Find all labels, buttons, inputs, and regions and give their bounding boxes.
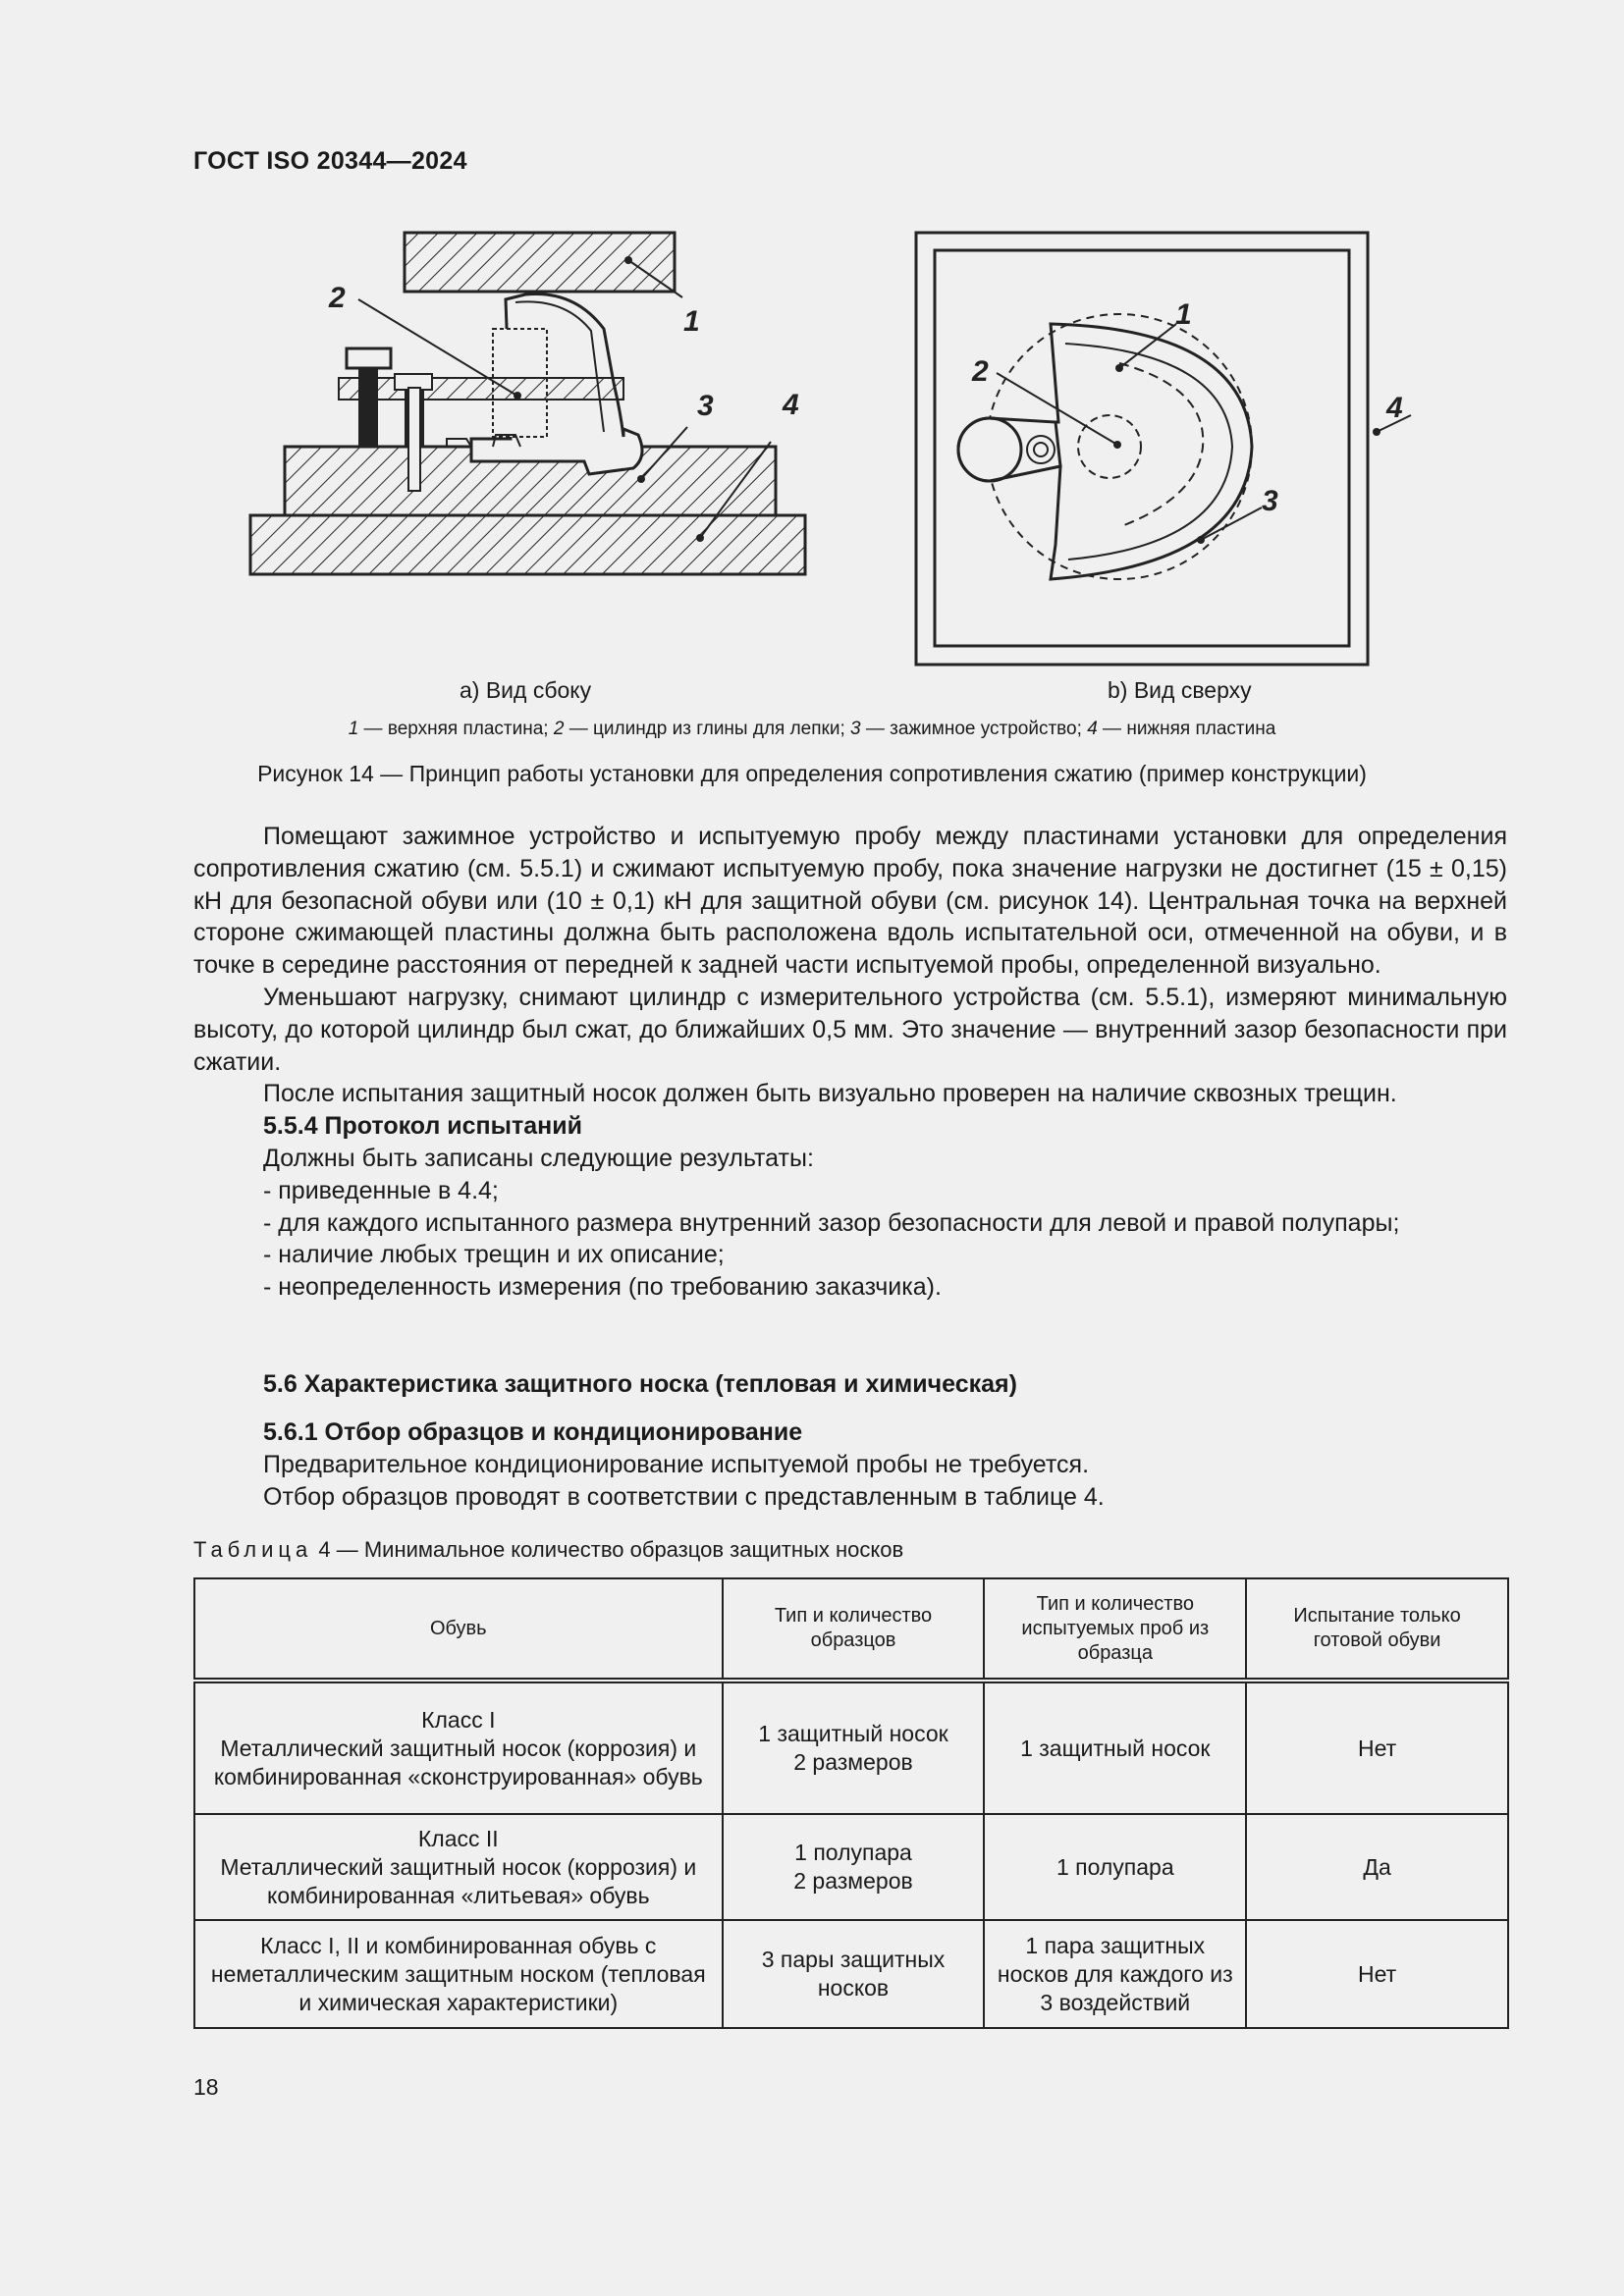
table-row	[194, 1920, 1508, 2028]
table-cell: 1 полупара	[984, 1814, 1246, 1920]
body-text	[193, 821, 1507, 1304]
list-item: - приведенные в 4.4;	[263, 1176, 499, 1204]
page-number: 18	[193, 2074, 219, 2100]
figure-legend: 1 — верхняя пластина; 2 — цилиндр из глины для лепки; 3 — зажимное устройство; 4 — нижняя пластина	[348, 719, 1276, 739]
toecap-top-outline	[1036, 324, 1252, 579]
column-header: Обувь	[194, 1578, 723, 1681]
body-text-section-5-6-1	[193, 1416, 1507, 1513]
table-cell: 1 защитный носок	[984, 1681, 1246, 1814]
top-view-drawing	[916, 233, 1411, 665]
caption-side-view: а) Вид сбоку	[460, 677, 592, 703]
list-item: - для каждого испытанного размера внутренний зазор безопасности для левой и правой полупары;	[263, 1208, 1400, 1237]
callout-2-top: 2	[972, 355, 989, 388]
column-header: Тип и количество испытуемых проб из образца	[984, 1578, 1246, 1681]
figure-title: Рисунок 14 — Принцип работы установки для определения сопротивления сжатию (пример конструкции)	[257, 761, 1367, 786]
callout-3-side: 3	[697, 390, 714, 422]
table-cell: Нет	[1246, 1681, 1508, 1814]
list-item: - неопределенность измерения (по требованию заказчика).	[263, 1273, 942, 1302]
clay-cylinder-top	[1078, 415, 1141, 478]
table-cell: 1 пара защитных носков для каждого из 3 воздействий	[984, 1920, 1246, 2028]
table-cell: Класс I, II и комбинированная обувь с неметаллическим защитным носком (тепловая и химическая характеристики)	[194, 1920, 723, 2028]
paragraph: После испытания защитный носок должен быть визуально проверен на наличие сквозных трещин.	[263, 1080, 1397, 1108]
table-cell: Класс II Металлический защитный носок (коррозия) и комбинированная «литьевая» обувь	[194, 1814, 723, 1920]
callout-2-side: 2	[329, 282, 346, 314]
callout-4-top: 4	[1386, 392, 1403, 424]
body-text-section-5-6	[193, 1368, 1507, 1401]
section-heading-5-6: 5.6 Характеристика защитного носка (тепловая и химическая)	[263, 1370, 1017, 1398]
column-header: Испытание только готовой обуви	[1246, 1578, 1508, 1681]
table-cell: 1 защитный носок 2 размеров	[723, 1681, 985, 1814]
callout-1-side: 1	[683, 305, 700, 338]
paragraph: Отбор образцов проводят в соответствии с представленным в таблице 4.	[263, 1482, 1105, 1511]
table-cell: Да	[1246, 1814, 1508, 1920]
table-cell: 3 пары защитных носков	[723, 1920, 985, 2028]
list-item: - наличие любых трещин и их описание;	[263, 1241, 725, 1269]
paragraph: Предварительное кондиционирование испытуемой пробы не требуется.	[263, 1450, 1090, 1478]
section-heading-5-6-1: 5.6.1 Отбор образцов и кондиционирование	[263, 1418, 803, 1446]
caption-top-view: b) Вид сверху	[1108, 677, 1252, 703]
callout-3-top: 3	[1262, 485, 1278, 517]
table-cell: Нет	[1246, 1920, 1508, 2028]
paragraph: Уменьшают нагрузку, снимают цилиндр с измерительного устройства (см. 5.5.1), измеряют минимальную высоту, до которой цилиндр был сжат, до ближайших 0,5 мм. Это значение — внутренний зазор безопасности при сжатии.	[193, 983, 1507, 1076]
callout-4-side: 4	[783, 389, 799, 421]
figure-14	[236, 221, 1414, 677]
paragraph: Помещают зажимное устройство и испытуемую пробу между пластинами установки для определения сопротивления сжатию (см. 5.5.1) и сжимают испытуемую пробу, пока значение нагрузки не достигнет (15 ± 0,15) кН для безопасной обуви или (10 ± 0,1) кН для защитной обуви (см. рисунок 14). Центральная точка на верхней стороне сжимающей пластины должна быть расположена вдоль испытательной оси, отмеченной на обуви, и в точке в середине расстояния от передней к задней части испытуемой пробы, определенной визуально.	[193, 823, 1507, 980]
table-row	[194, 1814, 1508, 1920]
table-caption: Таблица 4 — Минимальное количество образцов защитных носков	[193, 1537, 904, 1562]
table-4	[193, 1577, 1509, 2029]
document-header: ГОСТ ISO 20344—2024	[193, 147, 467, 175]
paragraph: Должны быть записаны следующие результаты:	[263, 1144, 814, 1172]
column-header: Тип и количество образцов	[723, 1578, 985, 1681]
bottom-plate	[250, 515, 805, 574]
table-cell: Класс I Металлический защитный носок (коррозия) и комбинированная «сконструированная» обувь	[194, 1681, 723, 1814]
table-row	[194, 1681, 1508, 1814]
table-cell: 1 полупара 2 размеров	[723, 1814, 985, 1920]
table-header-row	[194, 1578, 1508, 1681]
callout-1-top: 1	[1175, 298, 1192, 331]
upper-plate	[405, 233, 675, 292]
section-heading-5-5-4: 5.5.4 Протокол испытаний	[263, 1112, 582, 1141]
